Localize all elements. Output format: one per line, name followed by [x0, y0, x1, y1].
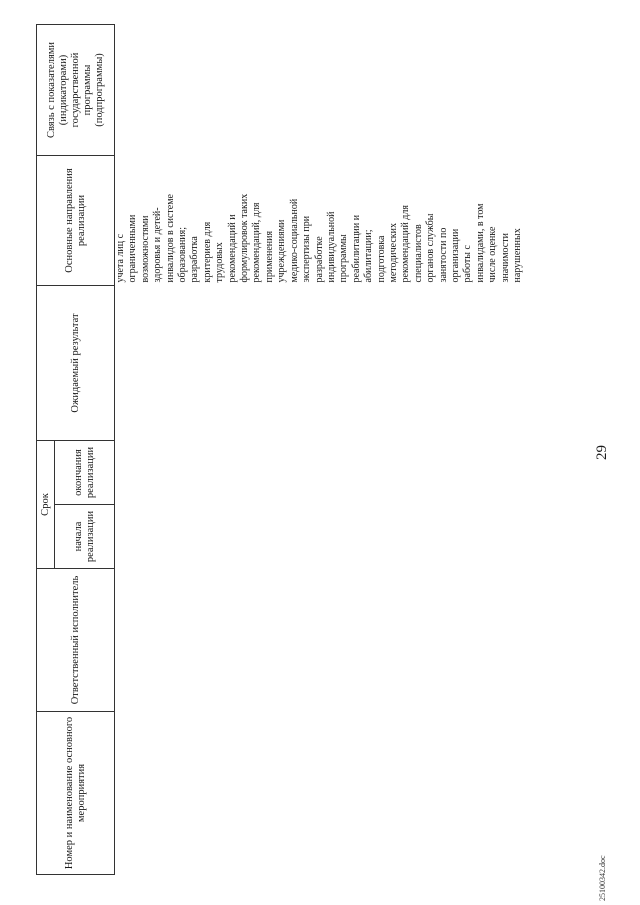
direction-line: разработке [313, 236, 325, 283]
direction-line: абилитации; [363, 229, 375, 283]
direction-line: возможностями [139, 215, 151, 283]
page-number: 29 [594, 445, 610, 460]
direction-line: занятости по [437, 227, 449, 283]
cell-expected-result [115, 286, 525, 441]
cell-term-start [115, 505, 525, 569]
direction-line: органов службы [425, 213, 437, 283]
direction-line: инвалидов в системе [164, 194, 176, 283]
direction-line: нарушенных [512, 228, 523, 283]
header-term-start: начала реализации [55, 505, 115, 569]
program-table [36, 24, 524, 875]
direction-line: организации [449, 228, 461, 283]
direction-line: формулировок таких [239, 193, 251, 283]
direction-line: разработка [189, 236, 201, 283]
direction-line: критериев для [201, 221, 213, 283]
header-term-end: окончания реализации [55, 441, 115, 505]
cell-directions [115, 156, 525, 286]
direction-line: подготовка [375, 235, 387, 283]
cell-indicators-link [115, 25, 525, 156]
direction-line: трудовых [214, 242, 226, 283]
header-directions: Основные направления реализации [37, 156, 115, 286]
direction-line: специалистов [412, 224, 424, 283]
direction-line: рекомендаций, для [251, 202, 263, 283]
direction-line: реабилитации и [350, 214, 362, 283]
direction-line: рекомендаций и [226, 214, 238, 283]
header-measure-name: Номер и наименование основного мероприятия [37, 712, 115, 875]
direction-line: инвалидами, в том [474, 203, 486, 283]
direction-line: учета лиц с [115, 233, 126, 283]
cell-term-end [115, 441, 525, 505]
direction-line: образования; [177, 226, 189, 283]
direction-line: индивидуальной [325, 211, 337, 283]
header-executor: Ответственный исполнитель [37, 569, 115, 712]
direction-line: методических [387, 222, 399, 283]
direction-line: числе оценке [487, 226, 499, 283]
cell-executor [115, 569, 525, 712]
header-indicators-link: Связь с показателями (индикаторами) государственной программы (подпрограммы) [37, 25, 115, 156]
cell-measure-name [115, 712, 525, 875]
table-row [115, 25, 525, 875]
direction-line: применения [263, 230, 275, 283]
direction-line: значимости [499, 233, 511, 283]
header-expected-result: Ожидаемый результат [37, 286, 115, 441]
direction-line: работы с [462, 245, 474, 283]
direction-line: рекомендаций для [400, 205, 412, 283]
direction-line: программы [338, 234, 350, 283]
document-code: 25100342.doc [598, 855, 607, 901]
direction-line: здоровья и детей- [152, 207, 164, 283]
header-term: Срок [37, 441, 55, 569]
direction-line: экспертизы при [301, 215, 313, 283]
direction-line: медико-социальной [288, 198, 300, 283]
table-header [37, 25, 115, 875]
direction-line: учреждениями [276, 219, 288, 283]
direction-line: ограниченными [127, 214, 139, 283]
